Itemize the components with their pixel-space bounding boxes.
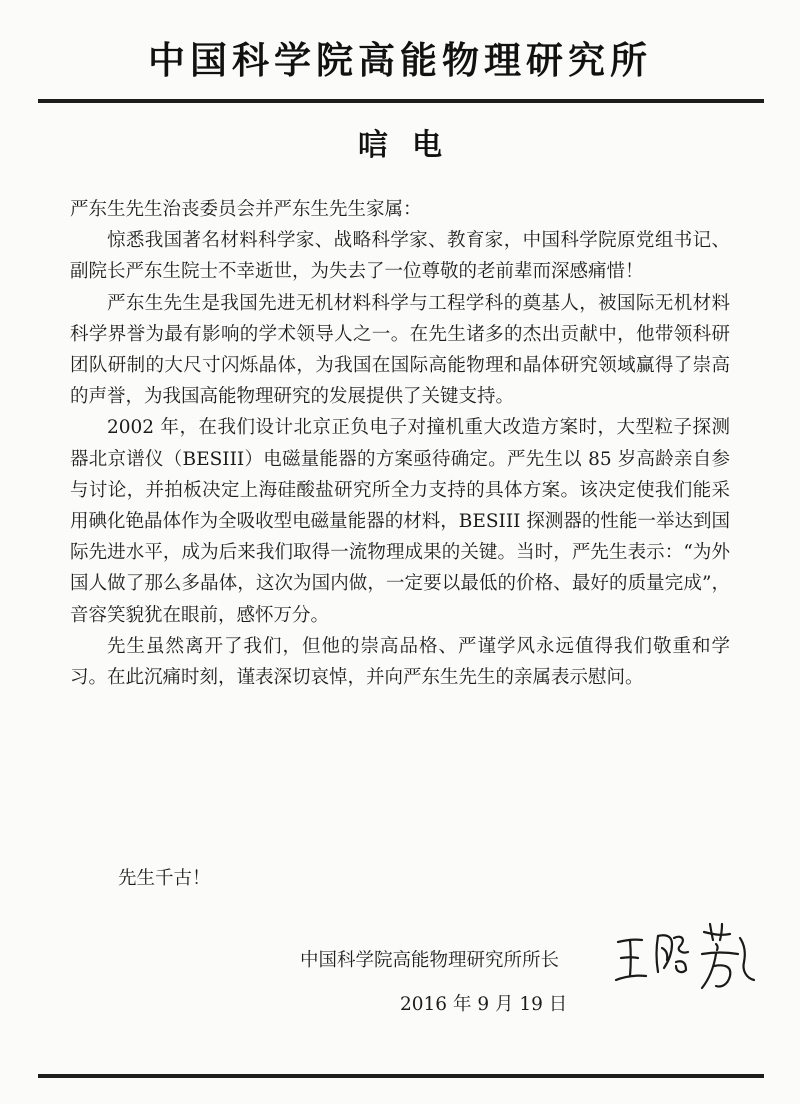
paragraph-condolence: 惊悉我国著名材料科学家、战略科学家、教育家，中国科学院原党组书记、副院长严东生院士不幸逝世，为失去了一位尊敬的老前辈而深感痛惜！ (70, 230, 730, 283)
footer-rule (38, 1074, 764, 1078)
signer-title: 中国科学院高能物理研究所所长 (300, 950, 560, 971)
letter-body (70, 194, 730, 693)
letterhead-rule (38, 99, 764, 103)
paragraph-besiii: 2002 年，在我们设计北京正负电子对撞机重大改造方案时，大型粒子探测器北京谱仪（BESIII）电磁量能器的方案亟待确定。严先生以 85 岁高龄亲自参与讨论，并拍板决定上海硅酸盐研究所全力支持的具体方案。该决定使我们能采用碘化铯晶体作为全吸收型电磁量能器的材料，BESIII 探测器的性能一举达到国际先进水平，成为后来我们取得一流物理成果的关键。当时，严先生表示：“为外国人做了那么多晶体，这次为国内做，一定要以最低的价格、最好的质量完成”，音容笑貌犹在眼前，感怀万分。 (70, 417, 730, 626)
paragraph-contributions: 严东生先生是我国先进无机材料科学与工程学科的奠基人，被国际无机材料科学界誉为最有影响的学术领导人之一。在先生诸多的杰出贡献中，他带领科研团队研制的大尺寸闪烁晶体，为我国在国际高能物理和晶体研究领域赢得了崇高的声誉，为我国高能物理研究的发展提供了关键支持。 (70, 292, 730, 408)
letterhead-title: 中国科学院高能物理研究所 (148, 39, 652, 82)
letter-date: 2016 年 9 月 19 日 (400, 994, 568, 1015)
handwritten-signature (612, 918, 762, 998)
document-heading: 唁电 (358, 128, 466, 163)
closing-line: 先生千古！ (118, 868, 211, 889)
paragraph-tribute: 先生虽然离开了我们，但他的崇高品格、严谨学风永远值得我们敬重和学习。在此沉痛时刻，谨表深切哀悼，并向严东生先生的亲属表示慰问。 (70, 635, 730, 689)
salutation: 严东生先生治丧委员会并严东生先生家属： (70, 199, 422, 220)
